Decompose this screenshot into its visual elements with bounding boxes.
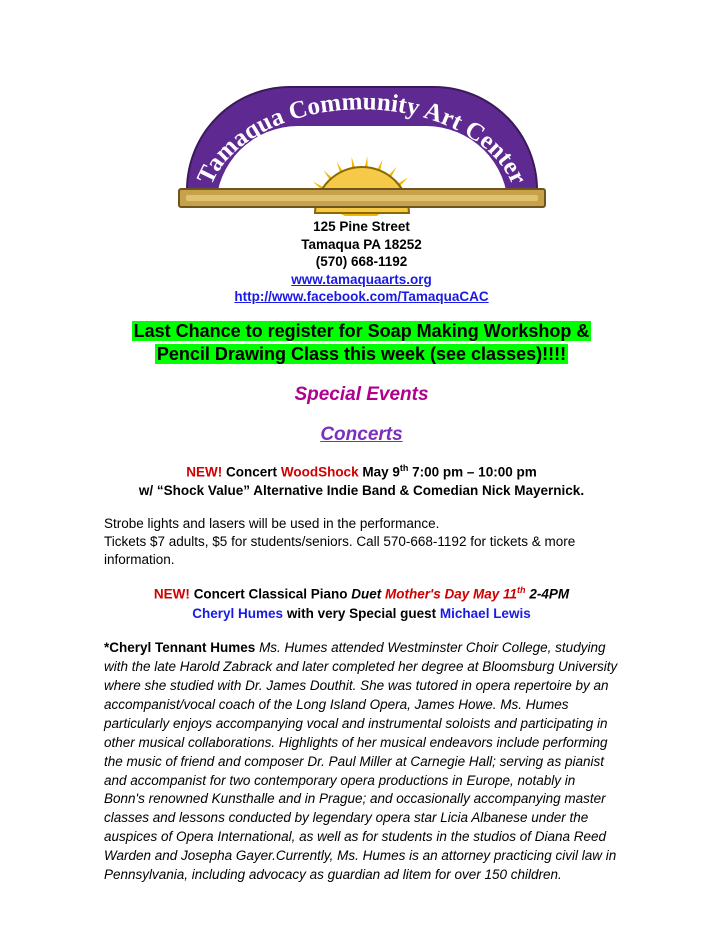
- concert-woodshock-date: May 9: [362, 464, 400, 480]
- bio-lead: *Cheryl Tennant Humes: [104, 640, 256, 656]
- new-label-1: NEW!: [186, 464, 223, 480]
- address-block: [104, 218, 619, 306]
- address-street: 125 Pine Street: [313, 219, 410, 234]
- concert-piano-duet: Duet: [351, 586, 382, 602]
- concert-piano-line-2: [104, 604, 619, 624]
- new-label-2: NEW!: [153, 586, 190, 602]
- banner-line-1: Last Chance to register for Soap Making Workshop &: [133, 320, 590, 341]
- concert-woodshock-line2-pre: w/ “: [138, 483, 164, 499]
- with-text: with very Special guest: [286, 605, 437, 621]
- concert-woodshock-time: 7:00 pm – 10:00 pm: [412, 464, 537, 480]
- concert-woodshock-title: WoodShock: [280, 464, 359, 480]
- concerts-heading: Concerts: [320, 423, 403, 445]
- logo-base-bar: [178, 188, 546, 208]
- facebook-link[interactable]: http://www.facebook.com/TamaquaCAC: [234, 289, 489, 305]
- ticket-note: Tickets $7 adults, $5 for students/seniors. Call 570-668-1192 for tickets & more information.: [104, 533, 576, 568]
- address-city-state-zip: Tamaqua PA 18252: [301, 236, 422, 252]
- logo-container: [104, 0, 619, 208]
- special-events-heading: Special Events: [294, 383, 429, 405]
- performer-name: Cheryl Humes: [192, 605, 284, 621]
- tamaqua-community-art-center-logo: [178, 86, 546, 208]
- guest-name: Michael Lewis: [439, 605, 531, 621]
- concert-woodshock-line2-end: .: [580, 483, 585, 499]
- concert-woodshock-band: Shock Value: [163, 483, 244, 499]
- website-link[interactable]: www.tamaquaarts.org: [291, 271, 432, 287]
- concert-piano-line-1: [104, 584, 619, 604]
- concert-woodshock-line2-post: ” Alternative Indie Band & Comedian Nick Mayernick: [243, 483, 581, 499]
- concert-piano-date-suffix: th: [517, 584, 526, 595]
- svg-text:Tamaqua Community Art Center: Tamaqua Community Art Center: [191, 88, 532, 189]
- strobe-note: Strobe lights and lasers will be used in the performance.: [104, 515, 440, 531]
- banner-line-2: Pencil Drawing Class this week (see classes)!!!!: [156, 343, 567, 364]
- concert-woodshock-line-2: [104, 481, 619, 500]
- concert-classical-piano: [104, 584, 619, 624]
- bio-text: Ms. Humes attended Westminster Choir College, studying with the late Harold Zabrack and later completed her degree at Bloomsburg University where she studied with Dr. James Douthit. She was tutored in opera repertoire by an accompanist/vocal coach of the Long Island Opera, James Howe. Ms. Humes particularly enjoys accompanying vocal and instrumental soloists and participating in other musical collaborations. Highlights of her musical endeavors include performing the music of friend and composer Dr. Paul Miller at Carnegie Hall; serving as pianist and accompanist for two contemporary opera productions in Europe, notably in Bonn's renowned Kunsthalle and in Prague; and occasionally accompanying master classes and lessons conducted by legendary opera star Licia Albanese under the auspices of Opera International, as well as for students in the studios of Diana Reed Warden and Josepha Gayer.Currently, Ms. Humes is an attorney practicing civil law in Pennsylvania, including advocacy as guardian ad litem for over 150 children.: [104, 640, 618, 882]
- concert-piano-date: Mother's Day May 11: [385, 586, 518, 602]
- announcement-banner: [104, 320, 619, 366]
- concert-woodshock-lead: Concert: [226, 464, 278, 480]
- performer-bio: [104, 639, 619, 885]
- concert-piano-lead: Concert Classical Piano: [193, 586, 348, 602]
- address-phone: (570) 668-1192: [315, 254, 408, 270]
- concert-piano-time: 2-4PM: [529, 586, 570, 602]
- concert-woodshock-line-1: [104, 462, 619, 482]
- concert-woodshock-date-suffix: th: [399, 462, 409, 473]
- concert-woodshock: [104, 462, 619, 501]
- concert-woodshock-notes: [104, 515, 619, 570]
